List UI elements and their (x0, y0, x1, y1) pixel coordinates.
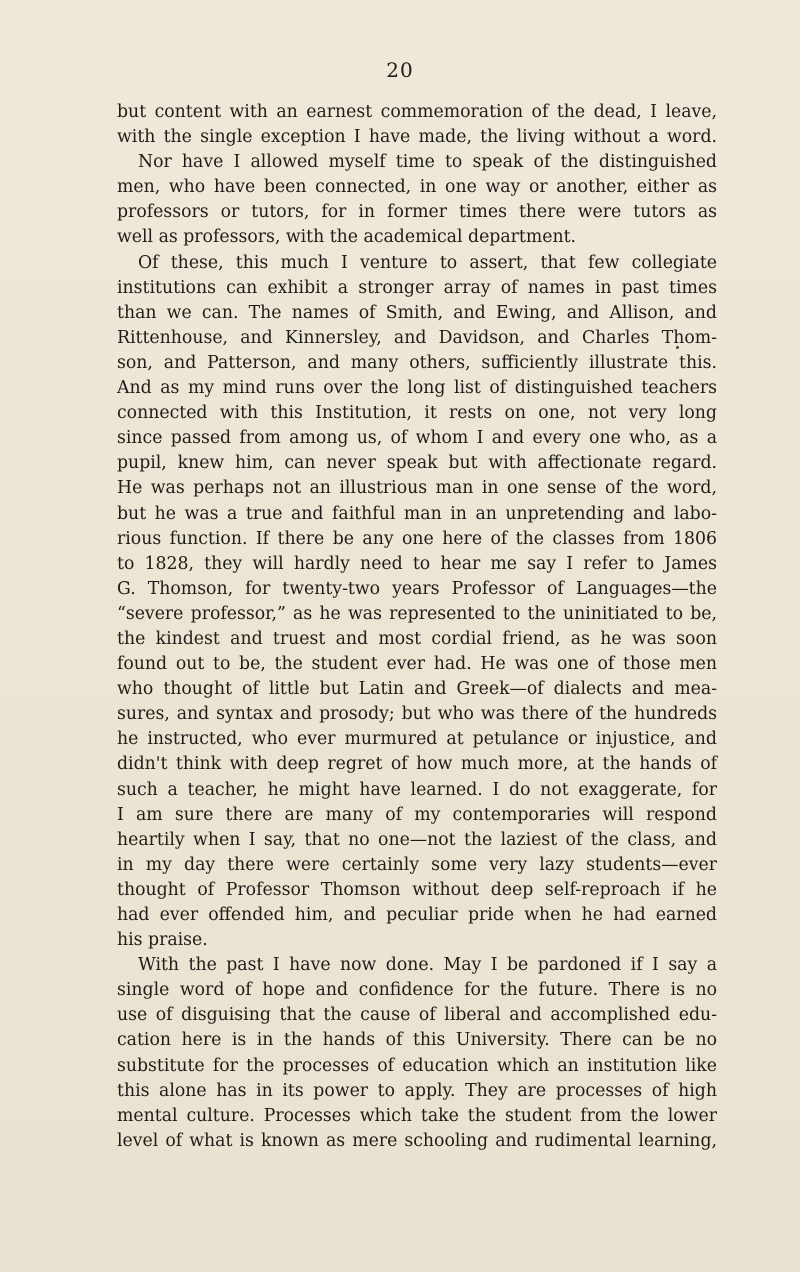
text-line: sures, and syntax and prosody; but who was there of the hundreds (117, 704, 717, 725)
text-line: Rittenhouse, and Kinnersley, and Davidson, and Charles Thom- (117, 327, 717, 348)
text-line: Nor have I allowed myself time to speak of the distinguished (138, 152, 717, 173)
text-line: well as professors, with the academical department. (117, 227, 577, 248)
text-line: son, and Patterson, and many others, sufficiently illustrate this. (117, 352, 717, 373)
text-line: he instructed, who ever murmured at petulance or injustice, and (117, 729, 717, 750)
text-line: With the past I have now done. May I be pardoned if I say a (138, 955, 717, 976)
text-line: with the single exception I have made, the living without a word. (117, 127, 717, 148)
text-line: professors or tutors, for in former times there were tutors as (117, 202, 717, 223)
text-line: in my day there were certainly some very lazy students—ever (117, 854, 717, 875)
text-line: thought of Professor Thomson without deep self-reproach if he (117, 879, 717, 900)
text-line: had ever offended him, and peculiar pride when he had earned (117, 905, 717, 925)
text-line: this alone has in its power to apply. They are processes of high (117, 1080, 717, 1101)
text-line: He was perhaps not an illustrious man in one sense of the word, (117, 478, 717, 499)
text-line: “severe professor,” as he was represented to the uninitiated to be, (117, 603, 717, 624)
text-line: G. Thomson, for twenty-two years Professor of Languages—the (117, 578, 717, 599)
text-line: use of disguising that the cause of liberal and accomplished edu- (117, 1005, 717, 1026)
text-line: I am sure there are many of my contemporaries will respond (117, 804, 717, 825)
text-line: since passed from among us, of whom I and every one who, as a (117, 428, 717, 449)
body-text (117, 100, 717, 1154)
text-line: but content with an earnest commemoration of the dead, I leave, (117, 102, 717, 122)
text-line: connected with this Institution, it rests on one, not very long (117, 403, 717, 424)
text-line: institutions can exhibit a stronger array of names in past times (117, 277, 717, 298)
text-line: who thought of little but Latin and Greek—of dialects and mea- (117, 679, 717, 700)
page-number: 20 (386, 58, 414, 82)
text-line: rious function. If there be any one here of the classes from 1806 (117, 528, 717, 549)
text-line: than we can. The names of Smith, and Ewing, and Allison, and (117, 302, 717, 323)
text-line: heartily when I say, that no one—not the laziest of the class, and (117, 829, 717, 850)
text-line: pupil, knew him, can never speak but with affectionate regard. (117, 453, 717, 474)
text-line: mental culture. Processes which take the student from the lower (117, 1105, 717, 1126)
text-line: level of what is known as mere schooling and rudimental learning, (117, 1130, 717, 1151)
text-line: Of these, this much I venture to assert, that few collegiate (138, 252, 717, 273)
text-line: substitute for the processes of education which an institution like (117, 1055, 717, 1076)
text-line: his praise. (117, 930, 208, 951)
text-line: men, who have been connected, in one way or another, either as (117, 177, 717, 198)
text-line: And as my mind runs over the long list of distinguished teachers (117, 378, 717, 399)
text-line: didn't think with deep regret of how much more, at the hands of (117, 754, 717, 775)
text-line: found out to be, the student ever had. He was one of those men (117, 654, 717, 675)
text-line: cation here is in the hands of this University. There can be no (117, 1030, 717, 1051)
text-line: such a teacher, he might have learned. I do not exaggerate, for (117, 779, 717, 800)
text-line: the kindest and truest and most cordial friend, as he was soon (117, 628, 717, 649)
text-line: to 1828, they will hardly need to hear me say I refer to James (117, 553, 717, 574)
text-line: single word of hope and confidence for the future. There is no (117, 980, 717, 1001)
text-line: but he was a true and faithful man in an unpretending and labo- (117, 503, 717, 524)
